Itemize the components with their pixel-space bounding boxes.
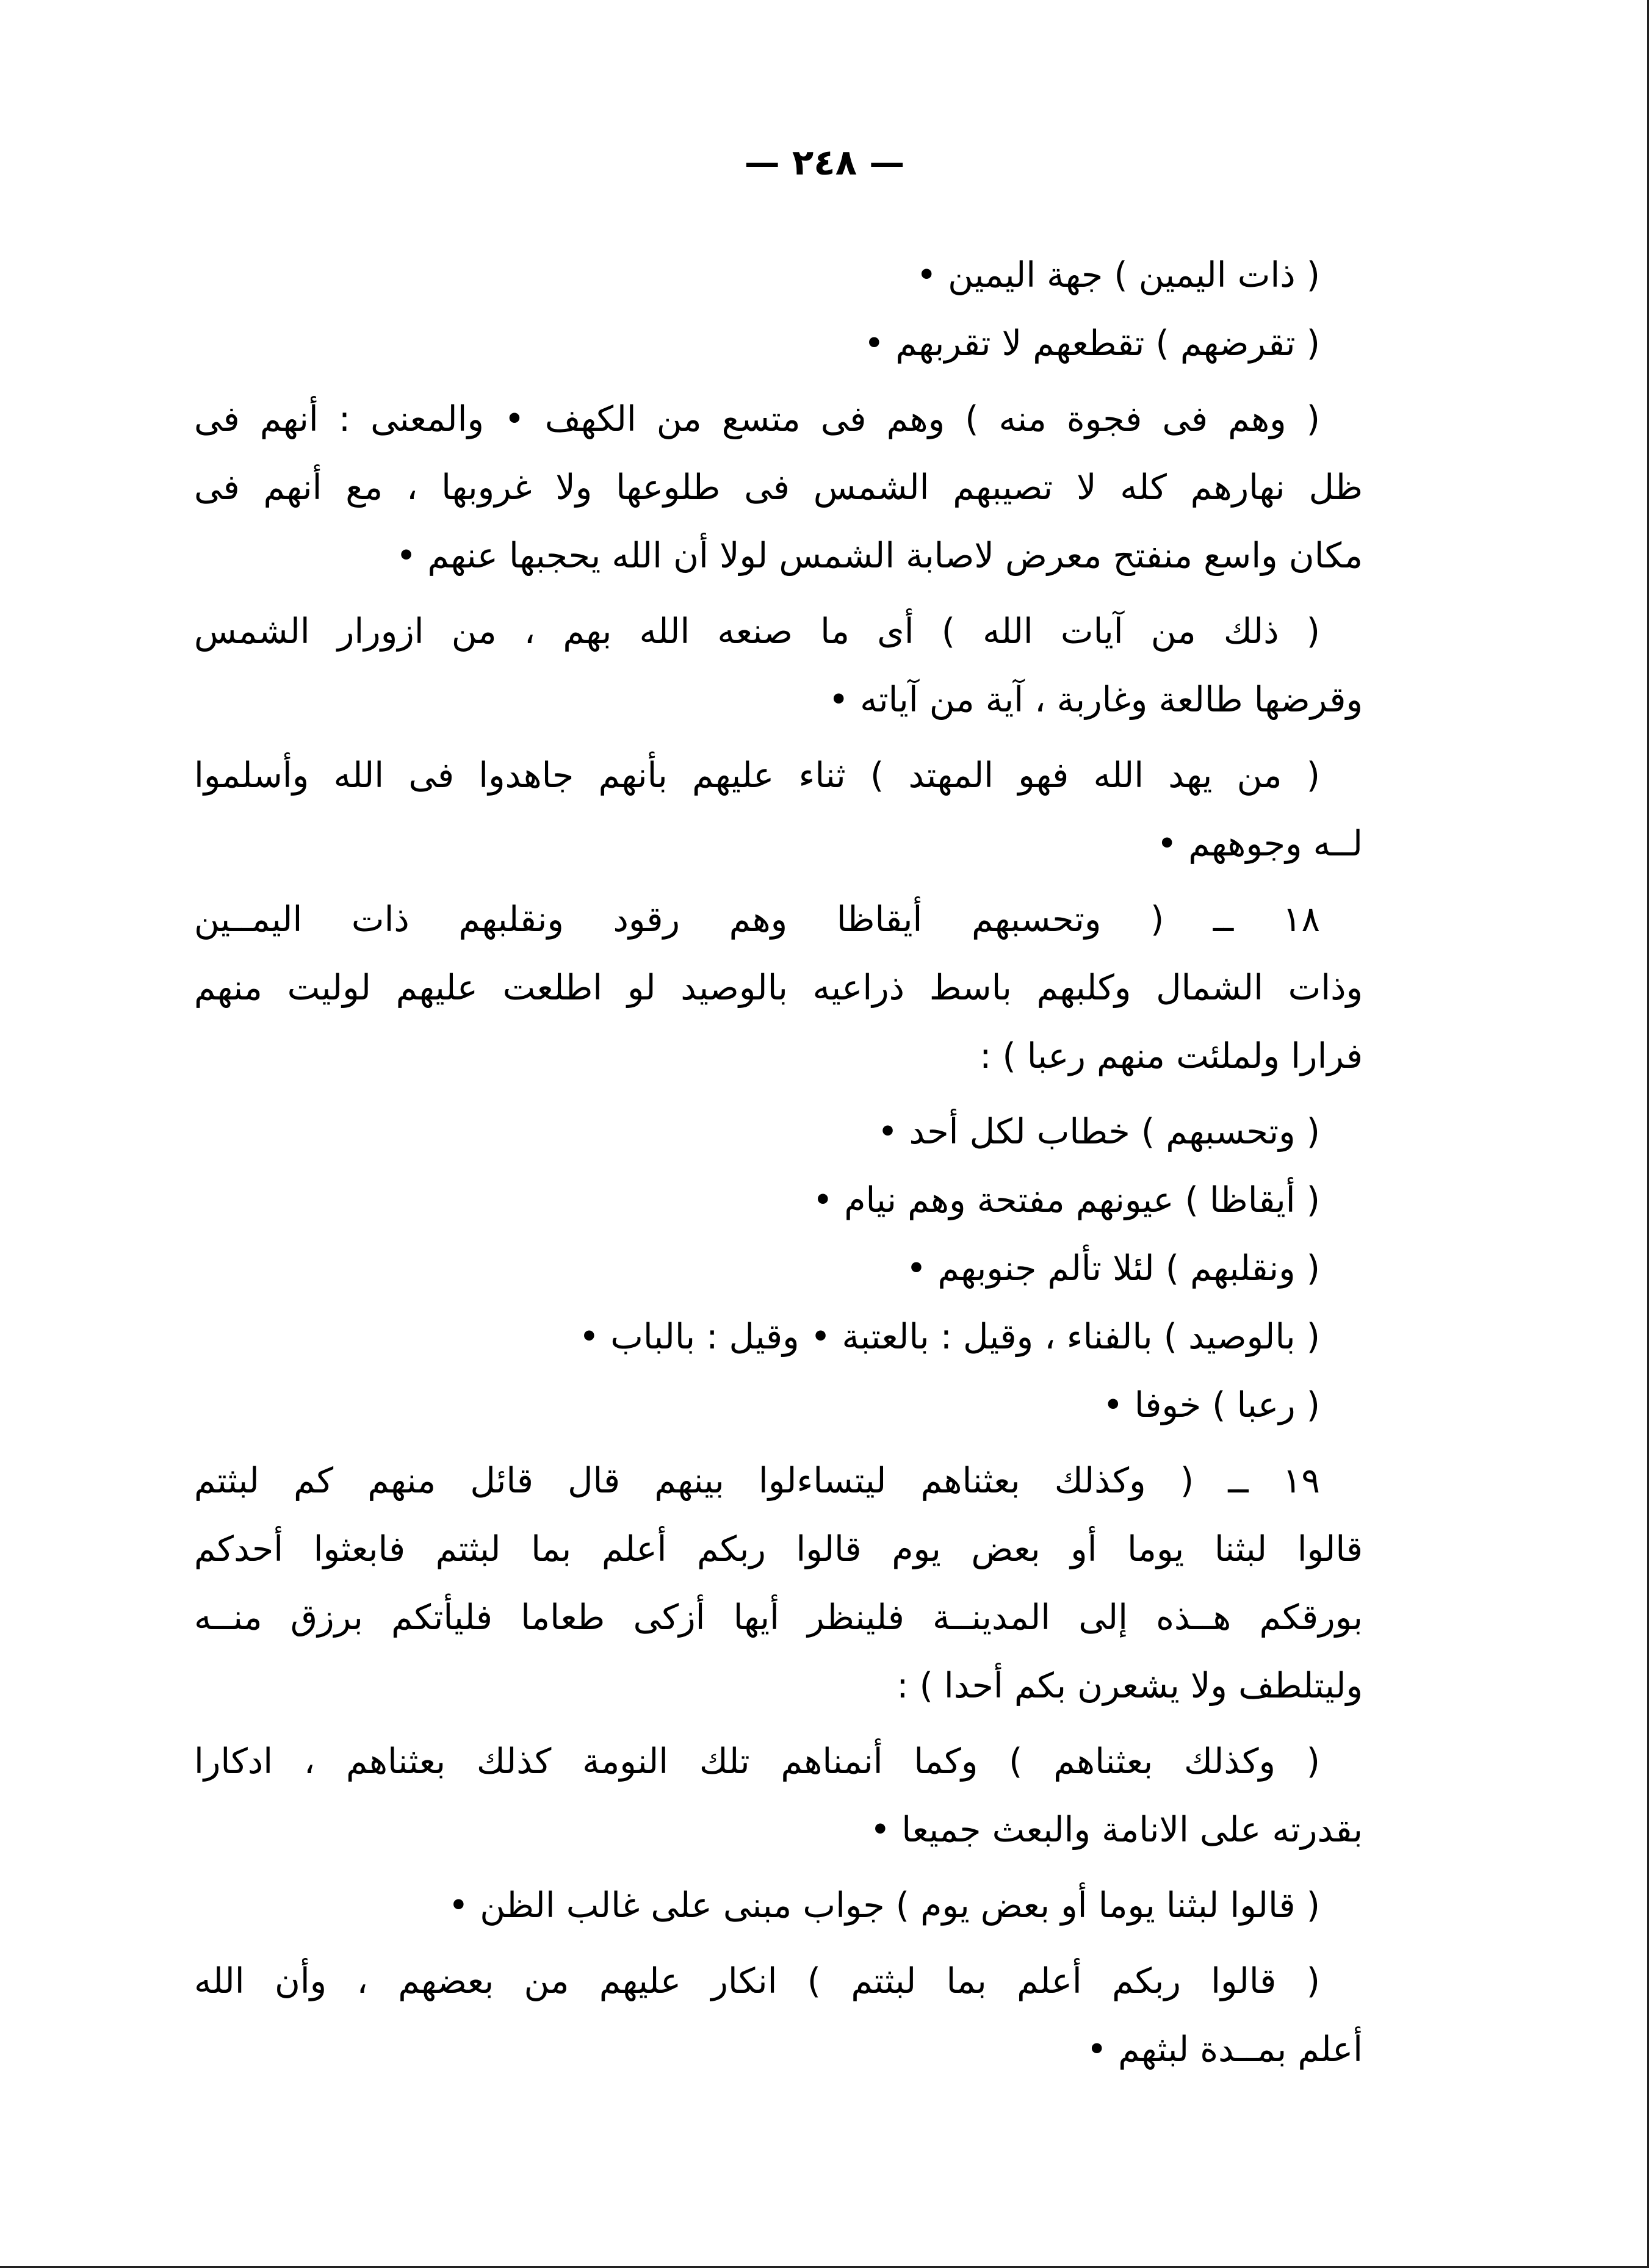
text-line: ( ذلك من آيات الله ) أى ما صنعه الله بهم ، من ازورار الشمس: [194, 611, 1320, 652]
text-line: أعلم بمــدة لبثهم •: [1086, 2029, 1363, 2070]
text-line: ( رعبا ) خوفا •: [1103, 1385, 1320, 1425]
text-line: ( تقرضهم ) تقطعهم لا تقربهم •: [864, 323, 1320, 364]
text-line: ( وهم فى فجوة منه ) وهم فى متسع من الكهف • والمعنى : أنهم فى: [194, 399, 1320, 439]
body-text: [194, 241, 1363, 2102]
text-line: لــه وجوههم •: [1156, 824, 1363, 864]
text-line: ( بالوصيد ) بالفناء ، وقيل : بالعتبة • وقيل : بالباب •: [579, 1317, 1320, 1357]
text-line: بقدرته على الانامة والبعث جميعا •: [870, 1810, 1363, 1850]
page-number: — ٢٤٨ —: [744, 142, 905, 183]
text-line: ( قالوا لبثنا يوما أو بعض يوم ) جواب مبنى على غالب الظن •: [448, 1885, 1320, 1926]
text-line: ١٩ ــ ( وكذلك بعثناهم ليتساءلوا بينهم قال قائل منهم كم لبثتم: [194, 1461, 1320, 1501]
text-line: ( أيقاظا ) عيونهم مفتحة وهم نيام •: [812, 1180, 1320, 1220]
text-line: بورقكم هــذه إلى المدينــة فلينظر أيها أزكى طعاما فليأتكم برزق منــه: [194, 1597, 1363, 1638]
text-line: وذات الشمال وكلبهم باسط ذراعيه بالوصيد لو اطلعت عليهم لوليت منهم: [194, 968, 1363, 1008]
text-line: ( من يهد الله فهو المهتد ) ثناء عليهم بأنهم جاهدوا فى الله وأسلموا: [194, 755, 1320, 796]
text-line: ظل نهارهم كله لا تصيبهم الشمس فى طلوعها ولا غروبها ، مع أنهم فى: [194, 467, 1363, 508]
text-line: ( وكذلك بعثناهم ) وكما أنمناهم تلك النومة كذلك بعثناهم ، ادكارا: [194, 1741, 1320, 1782]
text-line: ( وتحسبهم ) خطاب لكل أحد •: [877, 1112, 1320, 1152]
text-line: وقرضها طالعة وغاربة ، آية من آياته •: [828, 680, 1363, 720]
text-line: مكان واسع منفتح معرض لاصابة الشمس لولا أن الله يحجبها عنهم •: [395, 536, 1363, 576]
text-line: فرارا ولملئت منهم رعبا ) :: [980, 1036, 1363, 1076]
text-line: ١٨ ــ ( وتحسبهم أيقاظا وهم رقود ونقلبهم ذات اليمــين: [194, 899, 1320, 940]
text-line: قالوا لبثنا يوما أو بعض يوم قالوا ربكم أعلم بما لبثتم فابعثوا أحدكم: [194, 1529, 1363, 1569]
text-line: ( قالوا ربكم أعلم بما لبثتم ) انكار عليهم من بعضهم ، وأن الله: [194, 1961, 1320, 2001]
text-line: ( ذات اليمين ) جهة اليمين •: [916, 255, 1320, 295]
text-line: ( ونقلبهم ) لئلا تألم جنوبهم •: [906, 1248, 1320, 1289]
text-line: وليتلطف ولا يشعرن بكم أحدا ) :: [897, 1666, 1363, 1706]
